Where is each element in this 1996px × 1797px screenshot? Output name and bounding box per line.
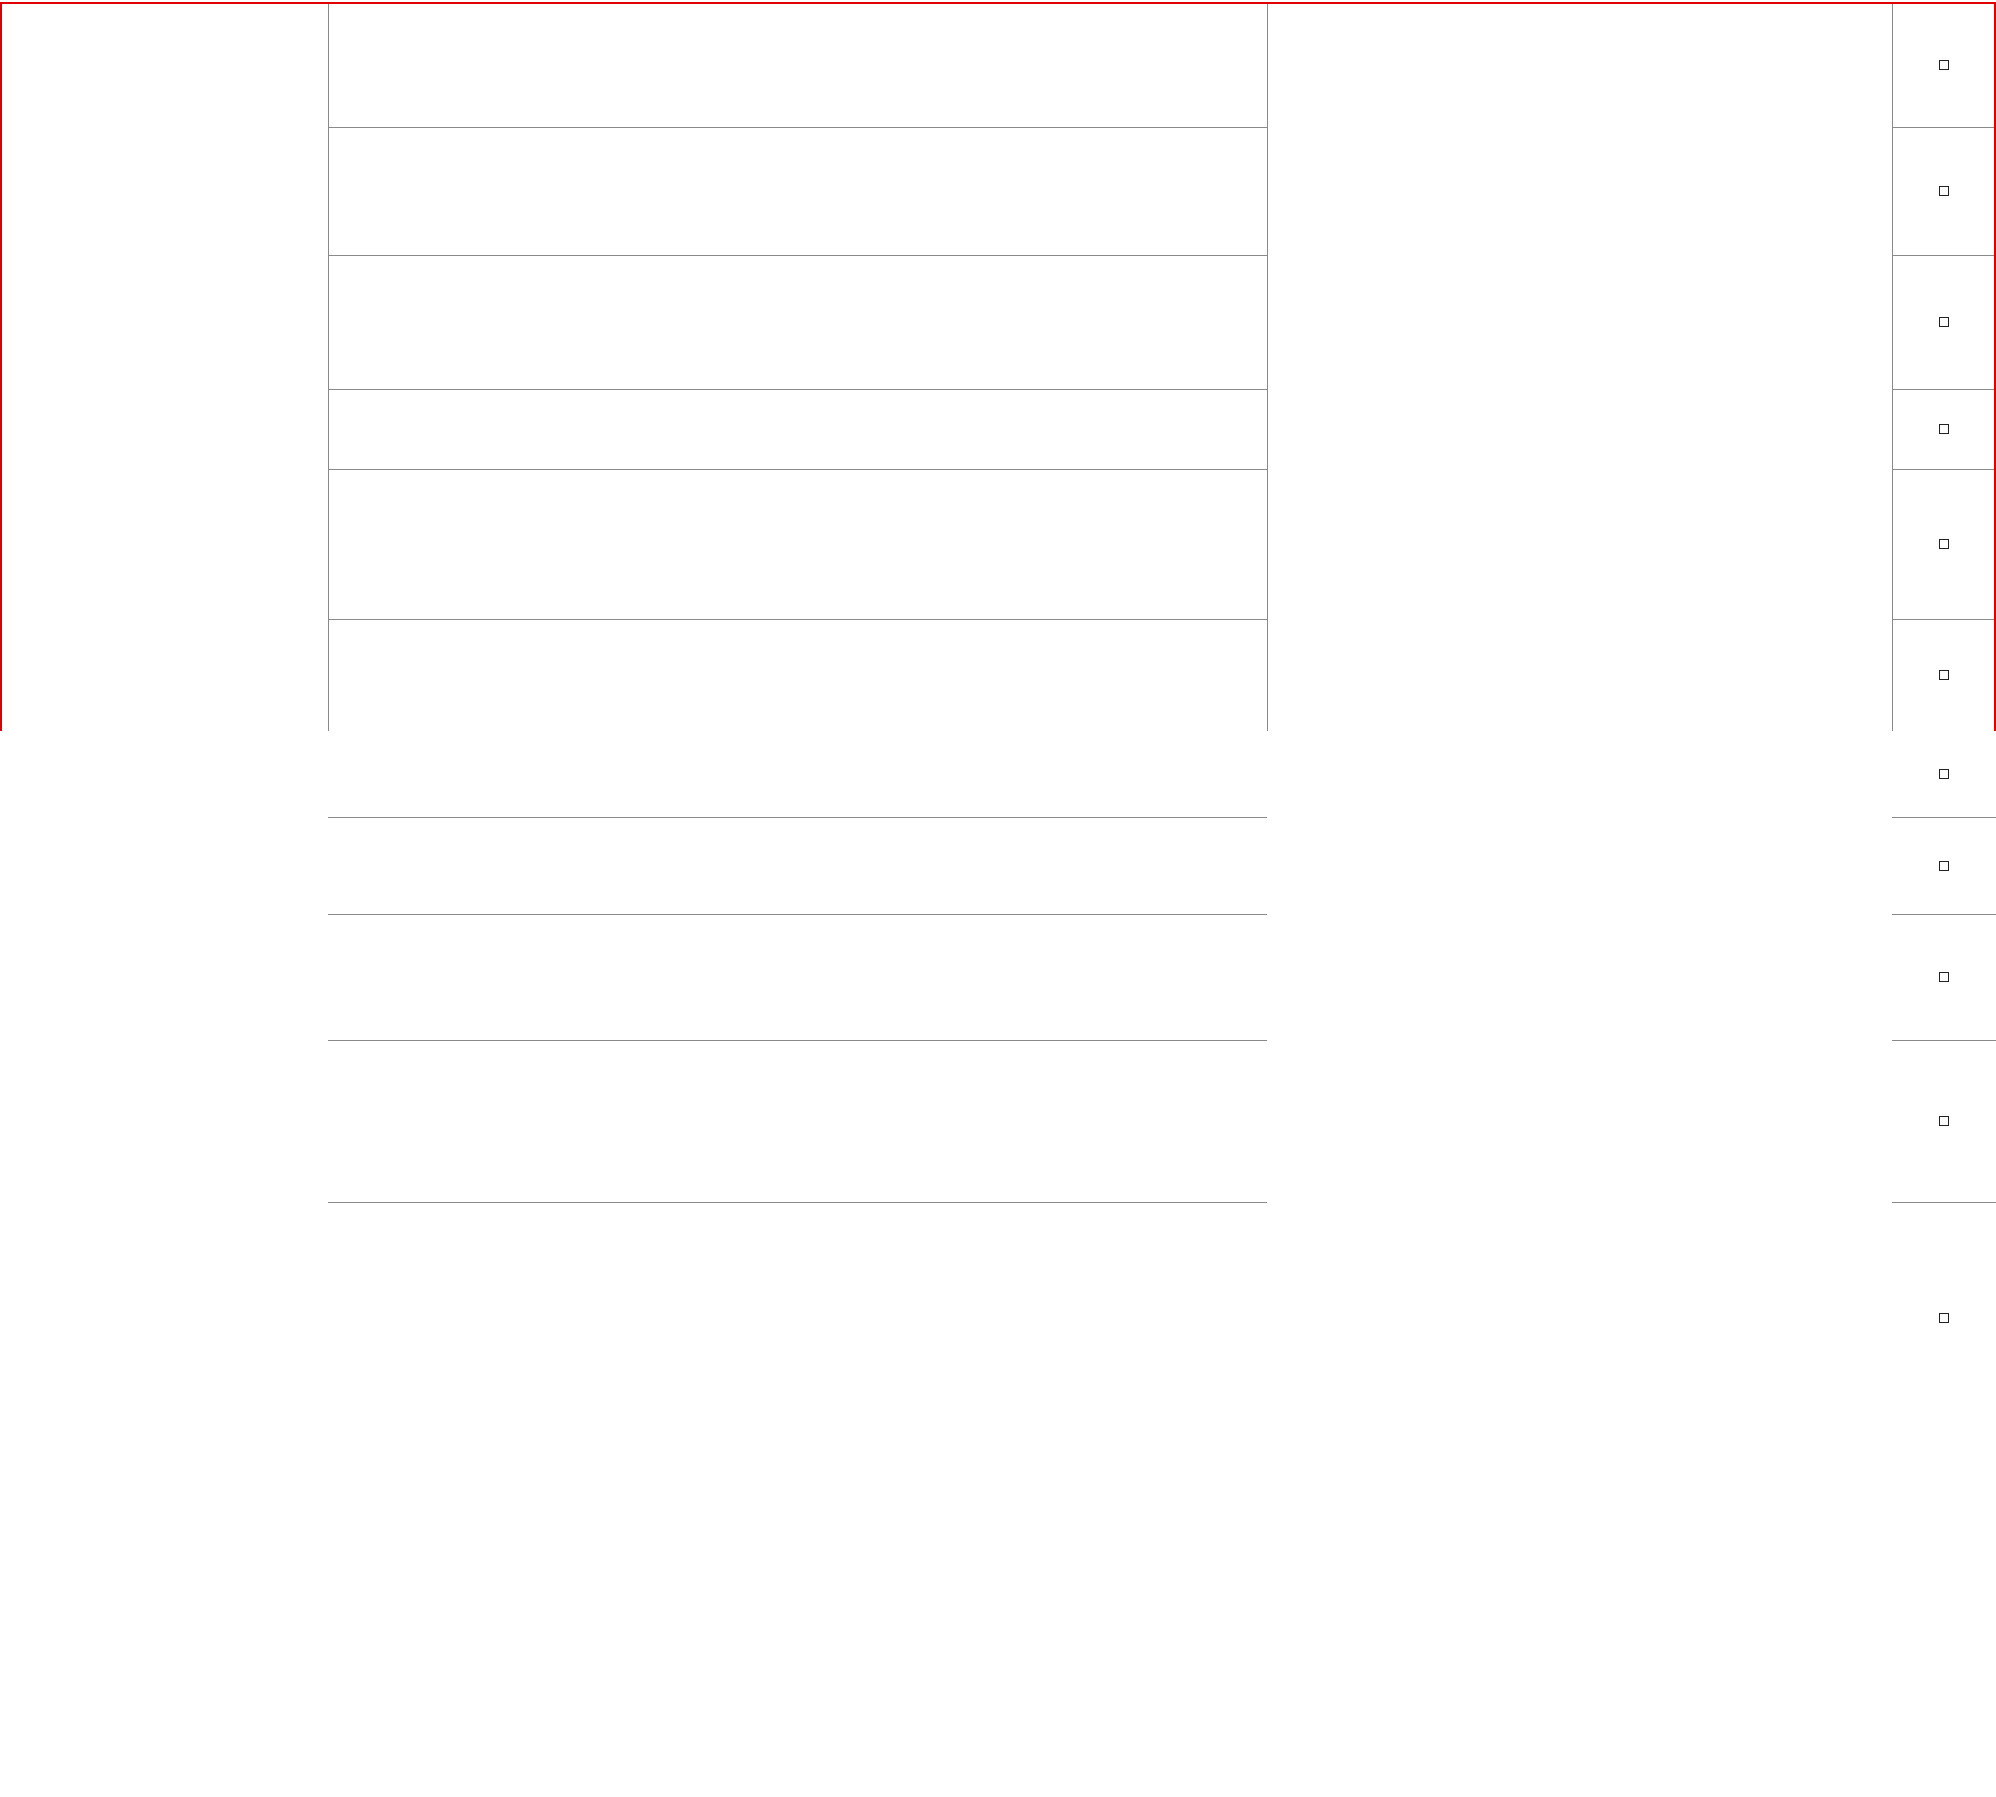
row-divider [328, 127, 1267, 128]
checkbox[interactable] [1939, 1116, 1949, 1126]
stage-label [0, 2, 328, 731]
item-text [328, 127, 1267, 255]
checkbox[interactable] [1939, 60, 1949, 70]
checkbox[interactable] [1939, 186, 1949, 196]
item-text [328, 2, 1267, 127]
row-divider [1892, 469, 1996, 470]
section-border [0, 2, 2, 731]
item-text [328, 1202, 1267, 1433]
row-divider [1892, 127, 1996, 128]
column-divider [1267, 2, 1268, 731]
item-text [328, 255, 1267, 389]
stage-label [0, 731, 328, 1560]
section-border [0, 2, 1996, 4]
row-divider [1892, 817, 1996, 818]
row-divider [328, 389, 1267, 390]
item-text [328, 469, 1267, 619]
item-text [328, 817, 1267, 914]
checkbox[interactable] [1939, 769, 1949, 779]
row-divider [328, 914, 1267, 915]
checkbox[interactable] [1939, 670, 1949, 680]
item-text [328, 1040, 1267, 1202]
checkbox[interactable] [1939, 972, 1949, 982]
checkbox[interactable] [1939, 861, 1949, 871]
row-divider [1892, 1040, 1996, 1041]
item-text [328, 389, 1267, 469]
column-divider [1892, 2, 1893, 731]
row-divider [328, 1202, 1267, 1203]
checkbox[interactable] [1939, 424, 1949, 434]
row-divider [1892, 914, 1996, 915]
row-divider [328, 255, 1267, 256]
row-divider [1892, 619, 1996, 620]
row-divider [328, 817, 1267, 818]
column-divider [328, 2, 329, 731]
row-divider [328, 1040, 1267, 1041]
row-divider [328, 469, 1267, 470]
row-divider [1892, 255, 1996, 256]
checkbox[interactable] [1939, 539, 1949, 549]
item-text [328, 914, 1267, 1040]
checkbox[interactable] [1939, 1313, 1949, 1323]
item-text [328, 731, 1267, 817]
checkbox[interactable] [1939, 317, 1949, 327]
notes-cell [1267, 2, 1892, 731]
row-divider [1892, 389, 1996, 390]
row-divider [328, 619, 1267, 620]
item-text [328, 619, 1267, 731]
row-divider [1892, 1202, 1996, 1203]
